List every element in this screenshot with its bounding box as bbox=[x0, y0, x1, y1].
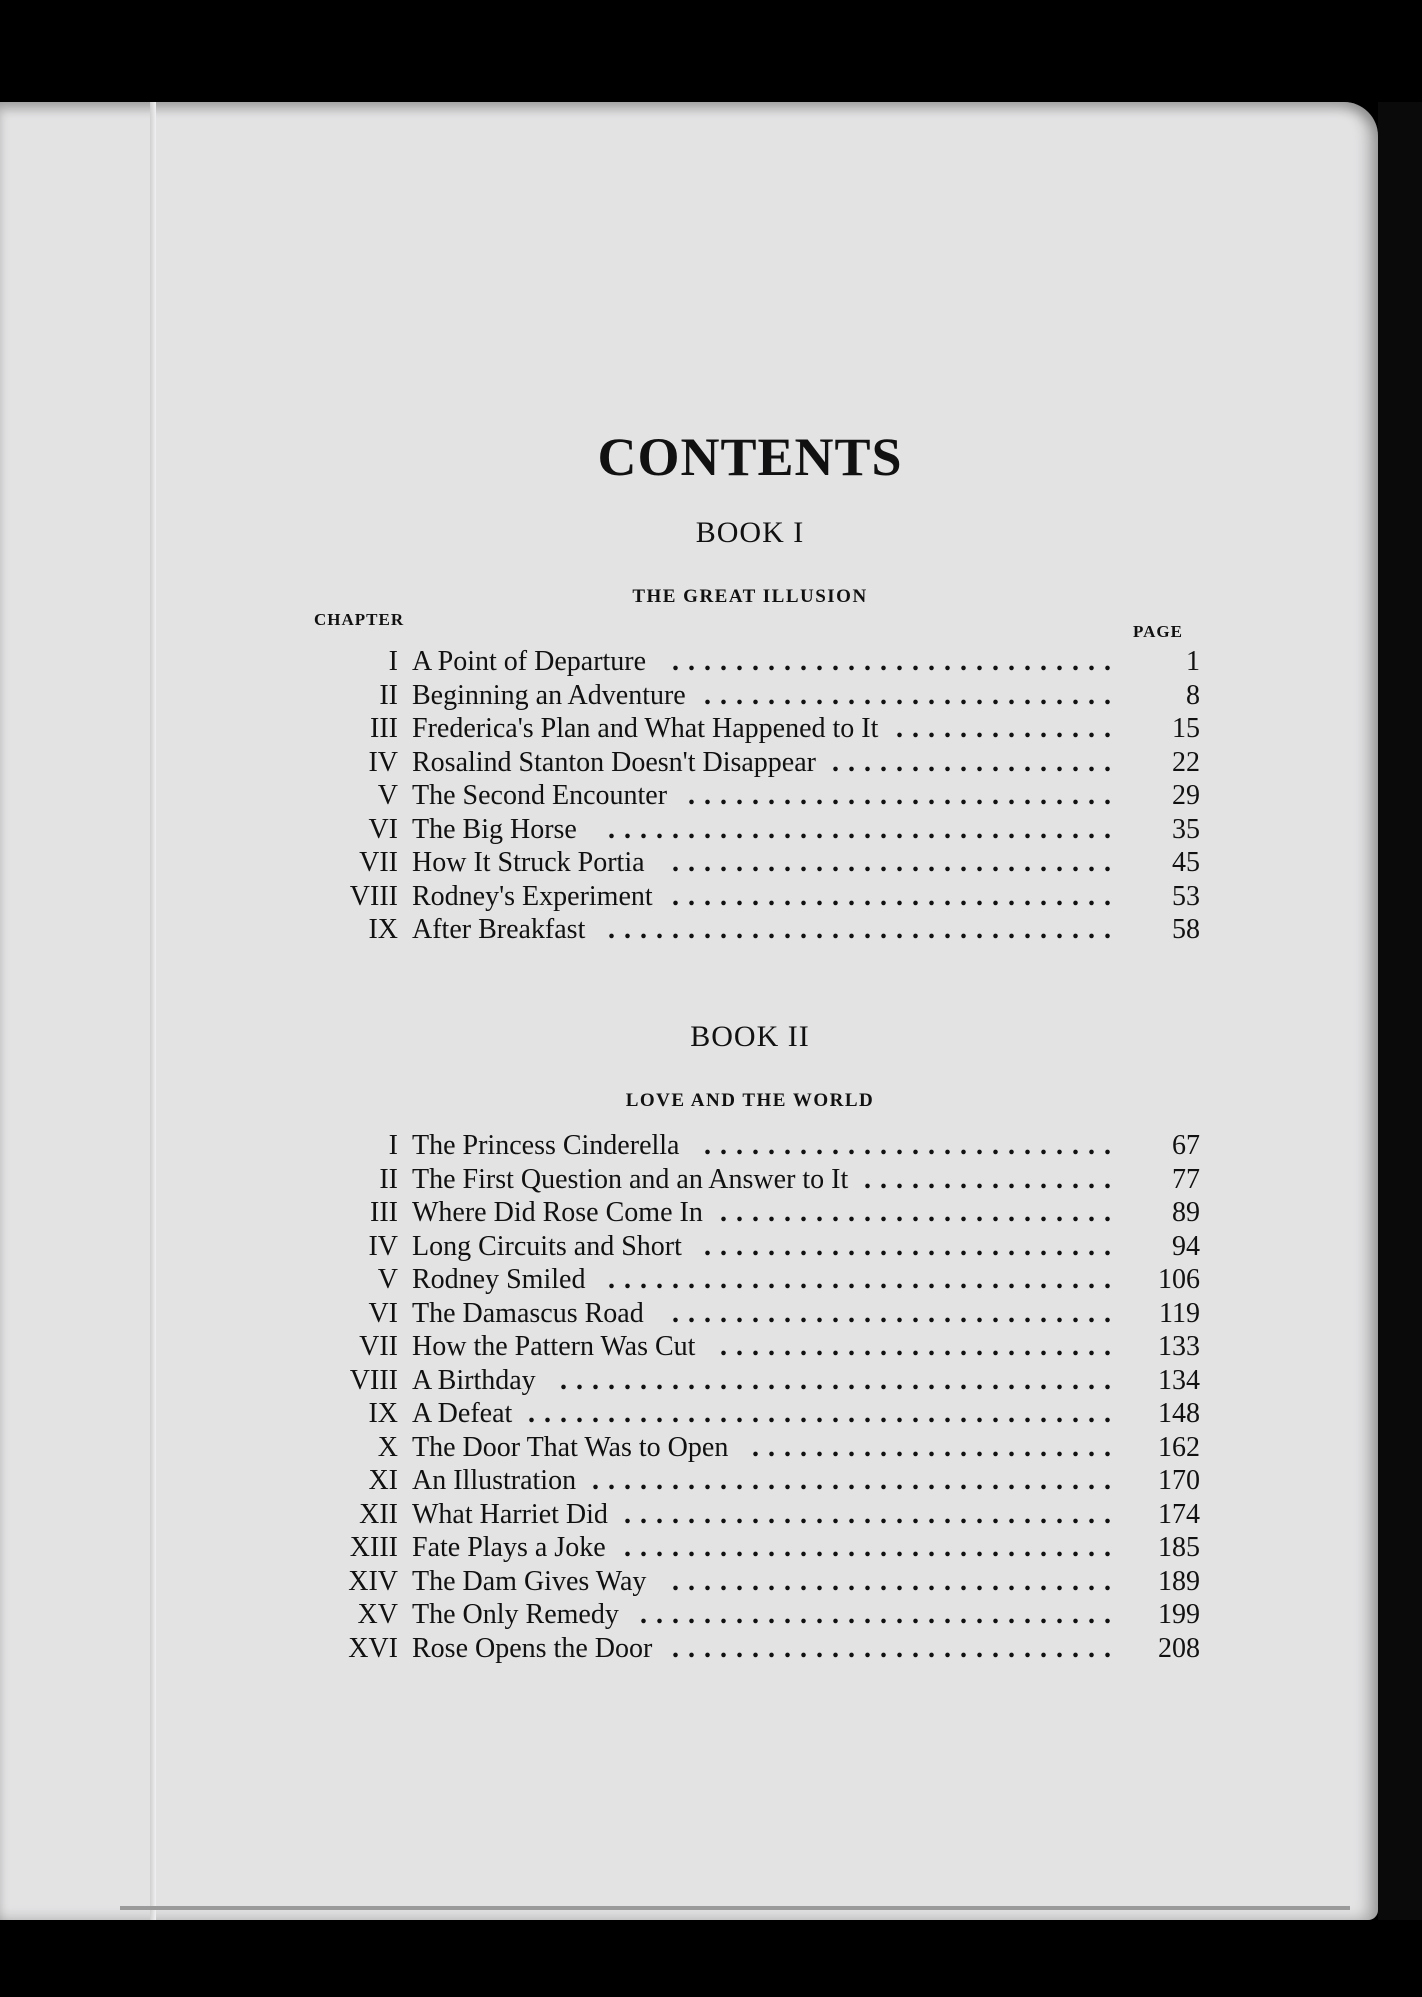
toc-entry bbox=[300, 680, 1200, 714]
page-number: 15 bbox=[1172, 713, 1200, 744]
chapter-title: What Harriet Did bbox=[412, 1498, 608, 1530]
chapter-number: I bbox=[388, 646, 398, 677]
chapter-number: VII bbox=[359, 1331, 398, 1362]
chapter-title: The Only Remedy bbox=[412, 1599, 619, 1630]
page-number: 134 bbox=[1158, 1364, 1200, 1396]
dot-leader: ............................ bbox=[672, 1297, 1120, 1329]
page-number: 67 bbox=[1172, 1130, 1200, 1161]
chapter-title: Fate Plays a Joke bbox=[412, 1532, 606, 1563]
chapter-number: VI bbox=[368, 1297, 398, 1329]
chapter-number: XV bbox=[357, 1599, 398, 1630]
page-column-label: PAGE bbox=[1133, 622, 1183, 641]
toc-entry bbox=[300, 713, 1200, 747]
page-number: 35 bbox=[1172, 813, 1200, 845]
toc-entry bbox=[300, 1331, 1200, 1365]
book-1-subtitle: THE GREAT ILLUSION bbox=[632, 586, 868, 607]
book-gutter bbox=[150, 102, 156, 1920]
chapter-number: XI bbox=[368, 1465, 398, 1496]
toc-entry bbox=[300, 780, 1200, 814]
toc-entry bbox=[300, 814, 1200, 848]
chapter-number: II bbox=[379, 1163, 398, 1195]
chapter-number: XVI bbox=[348, 1632, 398, 1664]
book-2-title: BOOK II bbox=[690, 1020, 810, 1053]
page-number: 77 bbox=[1172, 1163, 1200, 1195]
page-number: 199 bbox=[1158, 1599, 1200, 1630]
toc-entry bbox=[300, 1164, 1200, 1198]
toc-entry bbox=[300, 747, 1200, 781]
toc-book-1 bbox=[300, 646, 1200, 948]
dot-leader: ............................... bbox=[624, 1498, 1120, 1530]
chapter-number: VII bbox=[359, 847, 398, 878]
page-number: 170 bbox=[1158, 1465, 1200, 1496]
toc-entry bbox=[300, 914, 1200, 948]
dot-leader: ....................... bbox=[752, 1431, 1120, 1463]
chapter-number: II bbox=[379, 679, 398, 711]
chapter-title: Rodney's Experiment bbox=[412, 880, 653, 912]
toc-entry bbox=[300, 1499, 1200, 1533]
dot-leader: ................................. bbox=[592, 1465, 1120, 1496]
toc-entry bbox=[300, 1432, 1200, 1466]
chapter-title: The Second Encounter bbox=[412, 780, 668, 811]
dot-leader: .............. bbox=[896, 713, 1120, 744]
dot-leader: ............................ bbox=[672, 880, 1120, 912]
toc-entry bbox=[300, 1130, 1200, 1164]
chapter-title: The Door That Was to Open bbox=[412, 1431, 729, 1463]
dot-leader: ................................ bbox=[608, 813, 1120, 845]
chapter-number: IV bbox=[368, 746, 398, 778]
dot-leader: ........................... bbox=[688, 780, 1120, 811]
toc-book-2 bbox=[300, 1130, 1200, 1666]
dot-leader: ............................ bbox=[672, 1565, 1120, 1597]
chapter-number: III bbox=[370, 713, 398, 744]
chapter-number: IX bbox=[368, 914, 398, 945]
page-number: 58 bbox=[1172, 914, 1200, 945]
page-title: CONTENTS bbox=[597, 427, 903, 487]
chapter-number: XIV bbox=[348, 1565, 398, 1597]
dot-leader: .......................... bbox=[704, 1230, 1120, 1262]
page-number: 185 bbox=[1158, 1532, 1200, 1563]
page-number: 208 bbox=[1158, 1632, 1200, 1664]
chapter-title: How It Struck Portia bbox=[412, 847, 645, 878]
toc-entry bbox=[300, 1599, 1200, 1633]
chapter-title: The First Question and an Answer to It bbox=[412, 1163, 849, 1195]
page-number: 29 bbox=[1172, 780, 1200, 811]
dot-leader: ......................... bbox=[720, 1197, 1120, 1228]
dot-leader: .............................. bbox=[640, 1599, 1120, 1630]
page-number: 1 bbox=[1186, 646, 1200, 677]
page-number: 89 bbox=[1172, 1197, 1200, 1228]
page-number: 53 bbox=[1172, 880, 1200, 912]
toc-entry bbox=[300, 1264, 1200, 1298]
dot-leader: ................................ bbox=[608, 1264, 1120, 1295]
toc-entry bbox=[300, 1566, 1200, 1600]
page-number: 148 bbox=[1158, 1398, 1200, 1429]
chapter-title: Beginning an Adventure bbox=[412, 679, 686, 711]
dot-leader: .......................... bbox=[704, 679, 1120, 711]
toc-entry bbox=[300, 1231, 1200, 1265]
page-number: 174 bbox=[1158, 1498, 1200, 1530]
toc-entry bbox=[300, 1398, 1200, 1432]
chapter-title: A Defeat bbox=[412, 1398, 513, 1429]
chapter-column-label: CHAPTER bbox=[314, 610, 405, 629]
scan-background bbox=[1378, 102, 1422, 1920]
chapter-number: XIII bbox=[349, 1532, 398, 1563]
page-number: 8 bbox=[1186, 679, 1200, 711]
page-number: 106 bbox=[1158, 1264, 1200, 1295]
chapter-number: IX bbox=[368, 1398, 398, 1429]
toc-entry bbox=[300, 646, 1200, 680]
dot-leader: ..................................... bbox=[528, 1398, 1120, 1429]
chapter-title: Long Circuits and Short bbox=[412, 1230, 682, 1262]
chapter-title: The Princess Cinderella bbox=[412, 1130, 680, 1161]
toc-entry bbox=[300, 1298, 1200, 1332]
page-number: 119 bbox=[1159, 1297, 1200, 1329]
chapter-number: VIII bbox=[349, 880, 398, 912]
chapter-title: A Point of Departure bbox=[412, 646, 647, 677]
page-number: 189 bbox=[1158, 1565, 1200, 1597]
page-bottom-edge bbox=[120, 1906, 1350, 1910]
page-number: 133 bbox=[1158, 1331, 1200, 1362]
toc-entry bbox=[300, 1465, 1200, 1499]
toc-entry bbox=[300, 847, 1200, 881]
page-number: 94 bbox=[1172, 1230, 1200, 1262]
chapter-number: X bbox=[377, 1431, 398, 1463]
dot-leader: ............................ bbox=[672, 847, 1120, 878]
dot-leader: ................................ bbox=[608, 914, 1120, 945]
toc-entry bbox=[300, 1633, 1200, 1667]
toc-entry bbox=[300, 1532, 1200, 1566]
chapter-number: VIII bbox=[349, 1364, 398, 1396]
chapter-number: VI bbox=[368, 813, 398, 845]
dot-leader: ............................ bbox=[672, 1632, 1120, 1664]
chapter-title: Rose Opens the Door bbox=[412, 1632, 653, 1664]
chapter-number: V bbox=[377, 780, 398, 811]
dot-leader: ............................... bbox=[624, 1532, 1120, 1563]
chapter-title: A Birthday bbox=[412, 1364, 536, 1396]
chapter-title: Rosalind Stanton Doesn't Disappear bbox=[412, 746, 816, 778]
book-2-subtitle: LOVE AND THE WORLD bbox=[625, 1090, 875, 1111]
dot-leader: ................ bbox=[864, 1163, 1120, 1195]
toc-entry bbox=[300, 881, 1200, 915]
toc-entry bbox=[300, 1365, 1200, 1399]
chapter-title: An Illustration bbox=[412, 1465, 577, 1496]
dot-leader: ................................... bbox=[560, 1364, 1120, 1396]
chapter-title: The Big Horse bbox=[412, 813, 577, 845]
toc-entry bbox=[300, 1197, 1200, 1231]
chapter-title: Where Did Rose Come In bbox=[412, 1197, 703, 1228]
page-number: 45 bbox=[1172, 847, 1200, 878]
chapter-number: IV bbox=[368, 1230, 398, 1262]
dot-leader: .................. bbox=[832, 746, 1120, 778]
page-number: 162 bbox=[1158, 1431, 1200, 1463]
chapter-title: After Breakfast bbox=[412, 914, 586, 945]
chapter-title: The Damascus Road bbox=[412, 1297, 644, 1329]
chapter-title: The Dam Gives Way bbox=[412, 1565, 647, 1597]
chapter-number: XII bbox=[359, 1498, 398, 1530]
chapter-title: How the Pattern Was Cut bbox=[412, 1331, 696, 1362]
chapter-title: Frederica's Plan and What Happened to It bbox=[412, 713, 879, 744]
page-number: 22 bbox=[1172, 746, 1200, 778]
chapter-title: Rodney Smiled bbox=[412, 1264, 586, 1295]
chapter-number: I bbox=[388, 1130, 398, 1161]
dot-leader: .......................... bbox=[704, 1130, 1120, 1161]
dot-leader: ......................... bbox=[720, 1331, 1120, 1362]
book-1-title: BOOK I bbox=[695, 516, 805, 549]
chapter-number: V bbox=[377, 1264, 398, 1295]
dot-leader: ............................ bbox=[672, 646, 1120, 677]
chapter-number: III bbox=[370, 1197, 398, 1228]
